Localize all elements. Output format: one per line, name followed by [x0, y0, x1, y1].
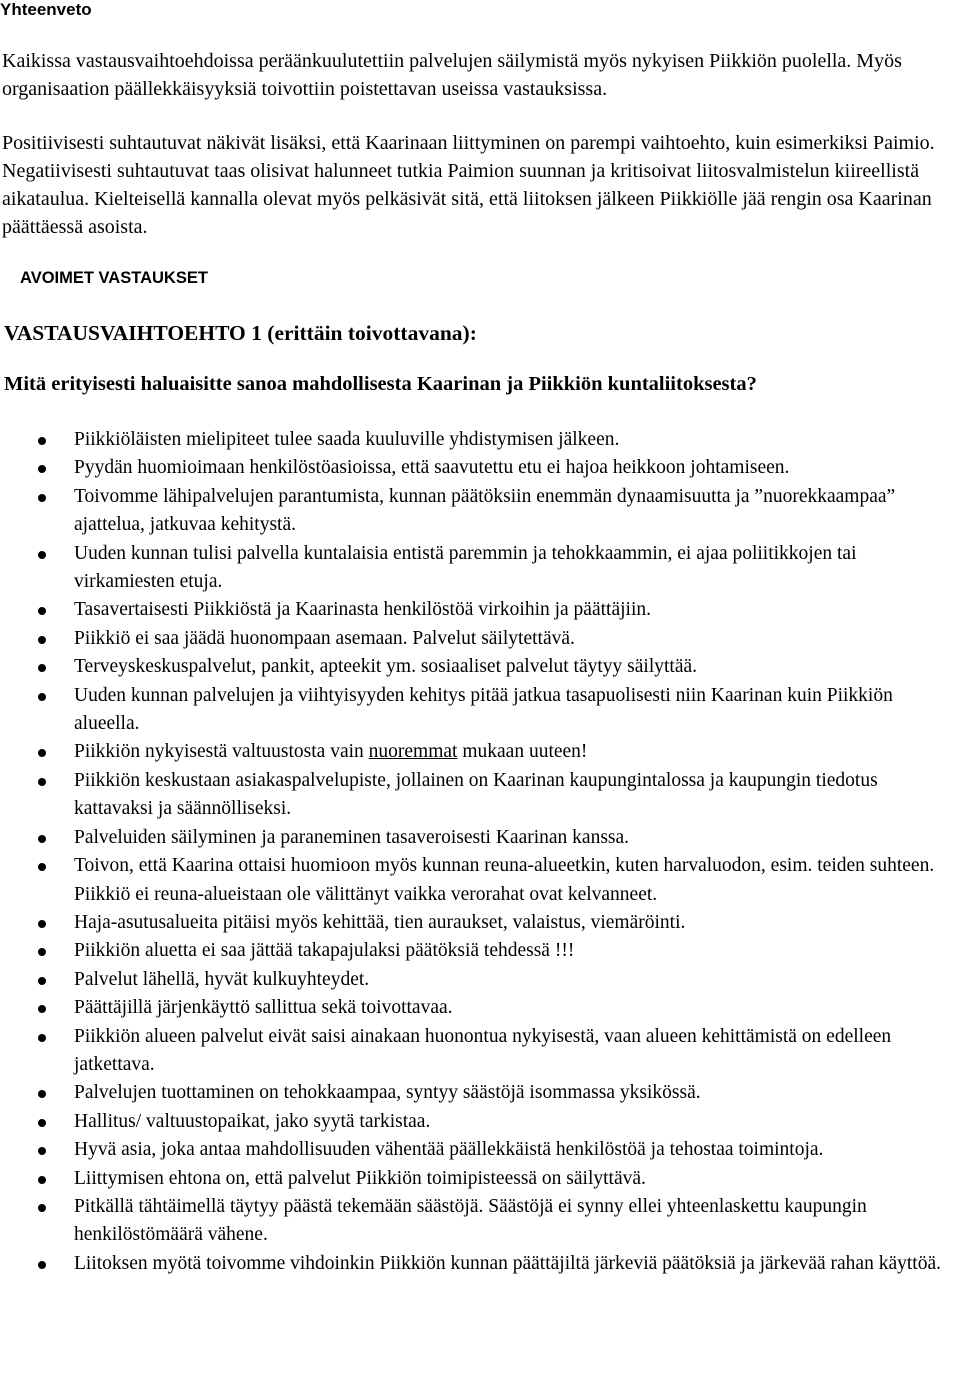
answer-list-item — [0, 625, 960, 653]
bullet-icon — [38, 778, 46, 786]
answer-list-item — [0, 1136, 960, 1164]
answers-list — [0, 426, 960, 1278]
open-answers-heading: AVOIMET VASTAUKSET — [20, 269, 208, 287]
bullet-icon — [38, 1204, 46, 1212]
answer-text: Piikkiön nykyisestä valtuustosta vain nuoremmat mukaan uuteen! — [74, 741, 588, 763]
bullet-icon — [38, 494, 46, 502]
answer-list-item — [0, 1165, 960, 1193]
answer-text: Päättäjillä järjenkäyttö sallittua sekä toivottavaa. — [74, 997, 453, 1019]
answer-text: Uuden kunnan palvelujen ja viihtyisyyden kehitys pitää jatkua tasapuolisesti niin Kaarinan kuin Piikkiön alueella. — [74, 684, 893, 735]
answer-text: Liittymisen ehtona on, että palvelut Piikkiön toimipisteessä on säilyttävä. — [74, 1167, 646, 1189]
answer-text: Hyvä asia, joka antaa mahdollisuuden vähentää päällekkäistä henkilöstöä ja tehostaa toimintoja. — [74, 1139, 824, 1161]
answer-list-item — [0, 426, 960, 454]
answer-list-item — [0, 1250, 960, 1278]
bullet-icon — [38, 1005, 46, 1013]
answer-list-item — [0, 596, 960, 624]
answer-text: Haja-asutusalueita pitäisi myös kehittää, tien auraukset, valaistus, viemäröinti. — [74, 911, 686, 933]
answer-list-item — [0, 824, 960, 852]
answer-list-item — [0, 852, 960, 909]
answer-list-item — [0, 653, 960, 681]
answer-text: Piikkiön keskustaan asiakaspalvelupiste, jollainen on Kaarinan kaupungintalossa ja kaupungin tiedotus kattavaksi ja säännölliseksi. — [74, 769, 878, 820]
answer-list-item — [0, 540, 960, 597]
answer-text: Piikkiön aluetta ei saa jättää takapajulaksi päätöksiä tehdessä !!! — [74, 940, 575, 962]
bullet-icon — [38, 664, 46, 672]
answer-text: Uuden kunnan tulisi palvella kuntalaisia entistä paremmin ja tehokkaammin, ei ajaa poliitikkojen tai virkamiesten etuja. — [74, 542, 857, 593]
answer-text: Hallitus/ valtuustopaikat, jako syytä tarkistaa. — [74, 1110, 431, 1132]
bullet-icon — [38, 1176, 46, 1184]
summary-paragraph-1: Kaikissa vastausvaihtoehdoissa peräänkuulutettiin palvelujen säilymistä myös nykyisen Piikkiön puolella. Myös organisaation päällekkäisyyksiä toivottiin poistettavan useissa vastauksissa. — [2, 50, 902, 100]
bullet-icon — [38, 1261, 46, 1269]
answer-list-item — [0, 1079, 960, 1107]
answer-list-item — [0, 909, 960, 937]
answer-list-item — [0, 1023, 960, 1080]
answer-list-item — [0, 937, 960, 965]
bullet-icon — [38, 636, 46, 644]
underlined-word: nuoremmat — [368, 741, 458, 763]
summary-heading: Yhteenveto — [0, 0, 92, 19]
summary-paragraph-2: Positiivisesti suhtautuvat näkivät lisäksi, että Kaarinaan liittyminen on parempi vaihtoehto, kuin esimerkiksi Paimio. Negatiivisesti suhtautuvat taas olisivat halunneet tutkia Paimion suunnan ja kritisoivat liitosvalmistelun kiireellistä aikataulua. Kielteisellä kannalla olevat myös pelkäsivät sitä, että liitoksen jälkeen Piikkiölle jää rengin osa Kaarinan päättäessä asoista. — [2, 132, 935, 238]
answer-text: Piikkiöläisten mielipiteet tulee saada kuuluville yhdistymisen jälkeen. — [74, 429, 620, 450]
answer-list-item — [0, 994, 960, 1022]
answer-text: Pyydän huomioimaan henkilöstöasioissa, että saavutettu etu ei hajoa heikkoon johtamiseen. — [74, 457, 790, 479]
survey-question: Mitä erityisesti haluaisitte sanoa mahdollisesta Kaarinan ja Piikkiön kuntaliitoksesta? — [4, 373, 757, 395]
answer-list-item — [0, 1108, 960, 1136]
answer-list-item — [0, 1193, 960, 1250]
answer-text: Piikkiön alueen palvelut eivät saisi ainakaan huonontua nykyisestä, vaan alueen kehittämistä on edelleen jatkettava. — [74, 1025, 892, 1075]
answer-text: Terveyskeskuspalvelut, pankit, apteekit ym. sosiaaliset palvelut täytyy säilyttää. — [74, 656, 698, 678]
answer-list-item — [0, 483, 960, 540]
bullet-icon — [38, 607, 46, 615]
bullet-icon — [38, 920, 46, 928]
answer-list-item — [0, 454, 960, 482]
answer-list-item — [0, 966, 960, 994]
bullet-icon — [38, 693, 46, 701]
bullet-icon — [38, 1034, 46, 1042]
bullet-icon — [38, 948, 46, 956]
answer-text: Palvelujen tuottaminen on tehokkaampaa, syntyy säästöjä isommassa yksikössä. — [74, 1082, 701, 1104]
answer-text: Piikkiö ei saa jäädä huonompaan asemaan. Palvelut säilytettävä. — [74, 627, 575, 649]
answer-list-item — [0, 738, 960, 766]
answer-option-heading: VASTAUSVAIHTOEHTO 1 (erittäin toivottavana): — [4, 321, 477, 345]
answer-text: Toivomme lähipalvelujen parantumista, kunnan päätöksiin enemmän dynaamisuutta ja ”nuorekkaampaa” ajattelua, jatkuvaa kehitystä. — [74, 485, 896, 536]
bullet-icon — [38, 437, 46, 445]
bullet-icon — [38, 1090, 46, 1098]
answer-text: Palvelut lähellä, hyvät kulkuyhteydet. — [74, 968, 370, 990]
answer-text: Pitkällä tähtäimellä täytyy päästä tekemään säästöjä. Säästöjä ei synny ellei yhteenlaskettu kaupungin henkilöstömäärä vähene. — [74, 1195, 867, 1246]
bullet-icon — [38, 977, 46, 985]
bullet-icon — [38, 749, 46, 757]
answer-list-item — [0, 682, 960, 739]
bullet-icon — [38, 1147, 46, 1155]
answer-text: Toivon, että Kaarina ottaisi huomioon myös kunnan reuna-alueetkin, kuten harvaluodon, esim. teiden suhteen. Piikkiö ei reuna-alueistaan ole välittänyt vaikka verorahat ovat kelvanneet. — [74, 855, 935, 905]
answer-text: Tasavertaisesti Piikkiöstä ja Kaarinasta henkilöstöä virkoihin ja päättäjiin. — [74, 599, 651, 621]
bullet-icon — [38, 465, 46, 473]
answer-list-item — [0, 767, 960, 824]
answer-text: Liitoksen myötä toivomme vihdoinkin Piikkiön kunnan päättäjiltä järkeviä päätöksiä ja järkevää rahan käyttöä. — [74, 1252, 941, 1274]
bullet-icon — [38, 835, 46, 843]
answer-text: Palveluiden säilyminen ja paraneminen tasaveroisesti Kaarinan kanssa. — [74, 826, 630, 848]
bullet-icon — [38, 1119, 46, 1127]
bullet-icon — [38, 863, 46, 871]
bullet-icon — [38, 551, 46, 559]
